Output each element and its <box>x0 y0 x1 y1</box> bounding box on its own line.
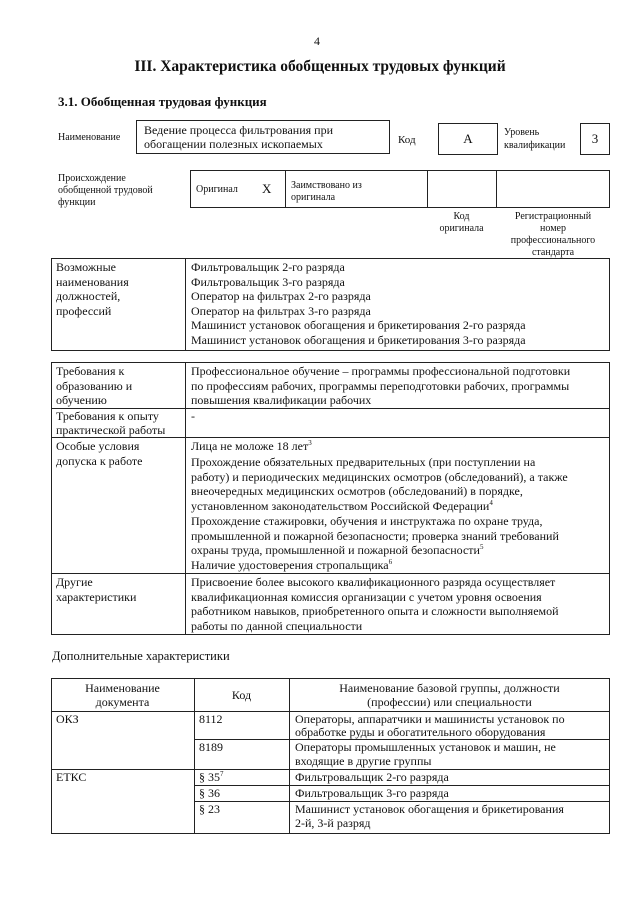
other-label: характеристики <box>56 589 137 604</box>
special-label: Особые условия <box>56 439 140 453</box>
table-row-name: Фильтровальщик 2-го разряда <box>295 770 449 784</box>
positions-label-4: профессий <box>56 303 112 318</box>
origin-label-1: Происхождение <box>58 173 126 184</box>
other-label: Другие <box>56 575 93 589</box>
special-condition: установленном законодательством Российской Федерации$^4$ <box>191 498 493 513</box>
edu-label: обучению <box>56 393 107 407</box>
exp-label: практической работы <box>56 423 166 437</box>
original-mark: X <box>262 181 272 196</box>
edu-value: повышения квалификации рабочих <box>191 393 372 407</box>
position-item: Машинист установок обогащения и брикетирования 3-го разряда <box>191 332 526 347</box>
special-label: допуска к работе <box>56 453 143 468</box>
table-row-name: Операторы промышленных установок и машин, не <box>295 740 556 754</box>
table-row-name: обработке руды и обогатительного оборудования <box>295 725 546 739</box>
origin-label-3: функции <box>58 197 96 208</box>
origin-table <box>190 170 610 208</box>
special-condition: внеочередных медицинских осмотров (обследований) в порядке, <box>191 484 523 498</box>
col-name-header: Наименование базовой группы, должности <box>339 681 560 695</box>
reg-number-label-1: Регистрационный <box>514 211 592 222</box>
table-row-name: 2-й, 3-й разряд <box>295 816 371 830</box>
special-condition: Прохождение обязательных предварительных (при поступлении на <box>191 455 536 469</box>
original-label: Оригинал <box>196 184 238 195</box>
table-row-code: § 36 <box>199 786 220 800</box>
table-row-name: входящие в другие группы <box>295 754 432 768</box>
borrowed-label-2: оригинала <box>291 192 336 203</box>
code-orig-label-1: Код <box>453 211 470 222</box>
position-item: Фильтровальщик 2-го разряда <box>191 260 345 274</box>
reg-number-label-2: номер <box>540 223 566 234</box>
special-condition: охраны труда, промышленной и пожарной безопасности$^5$ <box>191 543 484 557</box>
code-value: A <box>438 123 498 155</box>
subsection-title: 3.1. Обобщенная трудовая функция <box>58 94 267 109</box>
borrowed-label-1: Заимствовано из <box>291 180 362 191</box>
etks-label: ЕТКС <box>56 770 87 784</box>
page-number: 4 <box>314 34 320 48</box>
position-item: Оператор на фильтрах 3-го разряда <box>191 303 371 318</box>
edu-value: по профессиям рабочих, программы переподготовки рабочих, программы <box>191 378 570 393</box>
exp-label: Требования к опыту <box>56 409 159 423</box>
function-name-line2: обогащении полезных ископаемых <box>144 137 323 151</box>
level-label-2: квалификации <box>504 140 566 151</box>
special-condition: Прохождение стажировки, обучения и инструктажа по охране труда, <box>191 514 543 528</box>
special-condition: работу) и периодических медицинских осмотров (обследований), а также <box>191 469 568 484</box>
table-row-name: Операторы, аппаратчики и машинисты установок по <box>295 712 565 726</box>
origin-label-2: обобщенной трудовой <box>58 185 153 196</box>
positions-label-1: Возможные <box>56 260 116 274</box>
edu-value: Профессиональное обучение – программы профессиональной подготовки <box>191 364 571 378</box>
positions-label-2: наименования <box>56 274 129 289</box>
table-row-code: § $35^7$ <box>199 770 224 784</box>
position-item: Оператор на фильтрах 2-го разряда <box>191 289 371 303</box>
name-label: Наименование <box>58 132 121 143</box>
edu-label: Требования к <box>56 364 125 378</box>
col-doc-header: документа <box>95 695 150 709</box>
table-row-name: Машинист установок обогащения и брикетирования <box>295 802 564 816</box>
table-row-code: 8189 <box>199 740 223 754</box>
section-title: III. Характеристика обобщенных трудовых функций <box>134 58 506 75</box>
level-label-1: Уровень <box>504 127 540 138</box>
level-value: 3 <box>580 123 610 155</box>
special-condition: Наличие удостоверения стропальщика$^6$ <box>191 557 393 572</box>
col-code-header: Код <box>231 688 252 702</box>
other-value: работы по данной специальности <box>191 618 363 633</box>
other-value: квалификационная комиссия организации с учетом уровня освоения <box>191 589 542 604</box>
edu-label: образованию и <box>56 378 133 393</box>
special-condition: Лица не моложе 18 лет$^3$ <box>191 439 312 453</box>
function-name-box <box>136 120 390 154</box>
function-name-line1: Ведение процесса фильтрования при <box>144 123 333 137</box>
other-value: Присвоение более высокого квалификационного разряда осуществляет <box>191 575 556 589</box>
code-orig-label-2: оригинала <box>439 223 484 234</box>
okz-label: ОКЗ <box>56 712 79 726</box>
col-doc-header: Наименование <box>85 681 160 695</box>
col-name-header: (профессии) или специальности <box>367 695 532 709</box>
reg-number-label-4: стандарта <box>531 247 575 258</box>
code-label: Код <box>398 134 416 146</box>
other-value: работником навыков, приобретенного опыта и сложности выполняемой <box>191 604 559 618</box>
position-item: Фильтровальщик 3-го разряда <box>191 274 345 289</box>
position-item: Машинист установок обогащения и брикетирования 2-го разряда <box>191 318 526 332</box>
reg-number-label-3: профессионального <box>510 235 596 246</box>
table-row-name: Фильтровальщик 3-го разряда <box>295 786 449 800</box>
additional-title: Дополнительные характеристики <box>52 649 230 663</box>
special-condition: промышленной и пожарной безопасности; проверка знаний требований <box>191 528 559 543</box>
positions-label-3: должностей, <box>56 289 121 303</box>
table-row-code: § 23 <box>199 802 220 816</box>
table-row-code: 8112 <box>199 712 223 726</box>
exp-value: - <box>191 409 195 423</box>
